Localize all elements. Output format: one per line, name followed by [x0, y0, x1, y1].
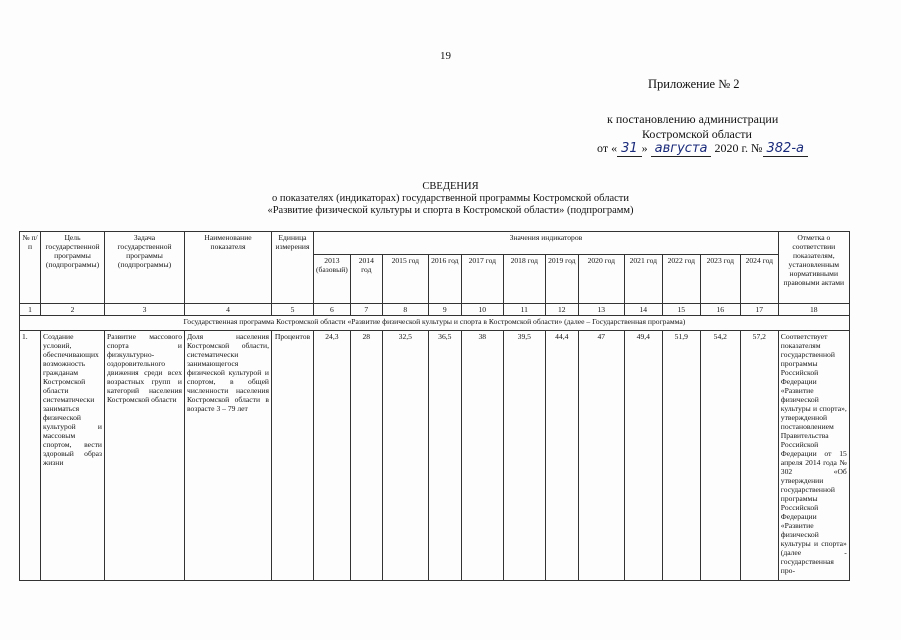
year-header: 2019 год: [545, 255, 578, 304]
column-number: 7: [350, 304, 382, 316]
column-number: 3: [105, 304, 185, 316]
column-number: 10: [461, 304, 503, 316]
header-values-group: Значения индикаторов: [314, 232, 779, 255]
appendix-title: Приложение № 2: [648, 77, 740, 91]
row-value: 47: [578, 331, 624, 581]
column-number: 2: [41, 304, 105, 316]
table-row: [20, 331, 850, 581]
row-task: Развитие массового спорта и физкультурно-оздоровительного движения среди всех возрастных групп и категорий населения Костромской области: [105, 331, 185, 581]
year-header: 2015 год: [382, 255, 428, 304]
header-indicator: Наименование показателя: [185, 232, 272, 304]
date-mid: »: [641, 141, 648, 155]
column-number: 1: [20, 304, 41, 316]
title-line-2: «Развитие физической культуры и спорта в Костромской области» (подпрограмм): [267, 205, 634, 216]
decree-line-1: к постановлению администрации: [607, 112, 779, 126]
year-header: 2014 год: [350, 255, 382, 304]
document-title: [0, 181, 901, 217]
year-text: 2020 г. №: [714, 141, 763, 155]
handwritten-month: августа: [651, 141, 712, 157]
column-number: 18: [778, 304, 849, 316]
column-number: 9: [428, 304, 461, 316]
header-task: Задача государственной программы (подпрограммы): [105, 232, 185, 304]
row-value: 39,5: [503, 331, 545, 581]
header-note: Отметка о соответствии показателям, установленным нормативными правовыми актами: [778, 232, 849, 304]
row-value: 28: [350, 331, 382, 581]
row-value: 57,2: [740, 331, 778, 581]
column-number: 13: [578, 304, 624, 316]
year-header: 2023 год: [700, 255, 740, 304]
decree-line-2: Костромской области: [642, 127, 752, 141]
column-number: 8: [382, 304, 428, 316]
year-header: 2020 год: [578, 255, 624, 304]
column-number: 12: [545, 304, 578, 316]
row-value: 44,4: [545, 331, 578, 581]
title-line-1: о показателях (индикаторах) государственной программы Костромской области: [272, 193, 629, 204]
row-goal: Создание условий, обеспечивающих возможность гражданам Костромской области систематически заниматься физической культурой и массовым спортом, вести здоровый образ жизни: [41, 331, 105, 581]
column-number: 14: [624, 304, 662, 316]
column-number: 11: [503, 304, 545, 316]
year-header: 2021 год: [624, 255, 662, 304]
decree-date-line: [597, 141, 808, 156]
year-header: 2022 год: [662, 255, 700, 304]
row-unit: Процентов: [272, 331, 314, 581]
column-number: 17: [740, 304, 778, 316]
handwritten-day: 31: [617, 141, 642, 157]
row-value: 36,5: [428, 331, 461, 581]
header-unit: Единица измерения: [272, 232, 314, 304]
row-value: 51,9: [662, 331, 700, 581]
date-prefix: от «: [597, 141, 618, 155]
handwritten-number: 382-а: [763, 141, 808, 157]
program-row: Государственная программа Костромской области «Развитие физической культуры и спорта в Костромской области» (далее – Государственная программа): [20, 316, 850, 331]
header-num: № п/п: [20, 232, 41, 304]
year-header: 2024 год: [740, 255, 778, 304]
column-number: 5: [272, 304, 314, 316]
row-num: 1.: [20, 331, 41, 581]
row-value: 32,5: [382, 331, 428, 581]
row-value: 54,2: [700, 331, 740, 581]
column-number: 16: [700, 304, 740, 316]
year-header: 2016 год: [428, 255, 461, 304]
column-number: 15: [662, 304, 700, 316]
row-value: 49,4: [624, 331, 662, 581]
page-number: 19: [440, 50, 451, 62]
row-value: 24,3: [314, 331, 351, 581]
year-header: 2018 год: [503, 255, 545, 304]
row-indicator: Доля населения Костромской области, систематически занимающегося физической культурой и спортом, в общей численности населения Костромской области в возрасте 3 – 79 лет: [185, 331, 272, 581]
header-goal: Цель государственной программы (подпрограммы): [41, 232, 105, 304]
title-heading: СВЕДЕНИЯ: [422, 181, 479, 192]
year-header: 2013 (базовый): [314, 255, 351, 304]
row-note: Соответствует показателям государственной программы Российской Федерации «Развитие физической культуры и спорта», утвержденной постановлением Правительства Российской Федерации от 15 апреля 2014 года № 302 «Об утверждении государственной программы Российской Федерации «Развитие физической культуры и спорта» (далее - государственная про-: [778, 331, 849, 581]
column-number: 4: [185, 304, 272, 316]
indicators-table: [19, 231, 850, 581]
row-value: 38: [461, 331, 503, 581]
column-number: 6: [314, 304, 351, 316]
year-header: 2017 год: [461, 255, 503, 304]
